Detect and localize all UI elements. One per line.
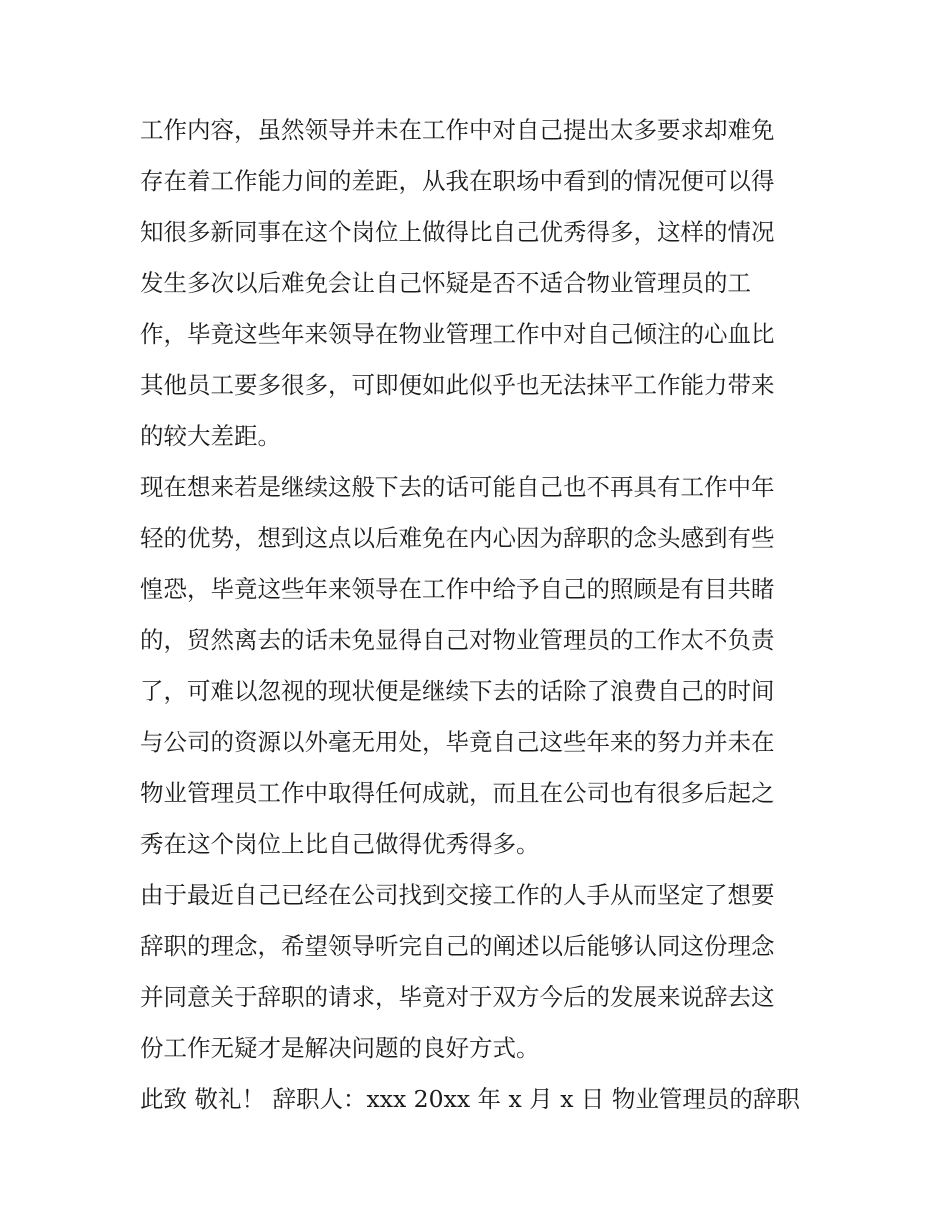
document-body bbox=[140, 105, 820, 1125]
text-line: 工作内容，虽然领导并未在工作中对自己提出太多要求却难免 bbox=[140, 116, 775, 144]
text-line: 了，可难以忽视的现状便是继续下去的话除了浪费自己的时间 bbox=[140, 677, 775, 705]
text-line: 存在着工作能力间的差距，从我在职场中看到的情况便可以得 bbox=[140, 167, 775, 195]
text-line: 秀在这个岗位上比自己做得优秀得多。 bbox=[140, 830, 540, 858]
text-line: 轻的优势，想到这点以后难免在内心因为辞职的念头感到有些 bbox=[140, 524, 775, 552]
text-line: 作，毕竟这些年来领导在物业管理工作中对自己倾注的心血比 bbox=[140, 320, 775, 348]
text-line: 现在想来若是继续这般下去的话可能自己也不再具有工作中年 bbox=[140, 473, 775, 501]
text-line: 的较大差距。 bbox=[140, 422, 281, 450]
text-line: 辞职的理念，希望领导听完自己的阐述以后能够认同这份理念 bbox=[140, 932, 775, 960]
text-line: 物业管理员工作中取得任何成就，而且在公司也有很多后起之 bbox=[140, 779, 775, 807]
text-line: 知很多新同事在这个岗位上做得比自己优秀得多，这样的情况 bbox=[140, 218, 775, 246]
text-line: 与公司的资源以外毫无用处，毕竟自己这些年来的努力并未在 bbox=[140, 728, 775, 756]
text-line: 惶恐，毕竟这些年来领导在工作中给予自己的照顾是有目共睹 bbox=[140, 575, 775, 603]
text-line: 其他员工要多很多，可即便如此似乎也无法抹平工作能力带来 bbox=[140, 371, 775, 399]
text-line: 由于最近自己已经在公司找到交接工作的人手从而坚定了想要 bbox=[140, 881, 775, 909]
text-line: 并同意关于辞职的请求，毕竟对于双方今后的发展来说辞去这 bbox=[140, 983, 775, 1011]
text-line: 份工作无疑才是解决问题的良好方式。 bbox=[140, 1034, 540, 1062]
text-line: 的，贸然离去的话未免显得自己对物业管理员的工作太不负责 bbox=[140, 626, 775, 654]
text-line: 发生多次以后难免会让自己怀疑是否不适合物业管理员的工 bbox=[140, 269, 751, 297]
signature-line: 此致 敬礼！ 辞职人：xxx 20xx 年 x 月 x 日 物业管理员的辞职 bbox=[140, 1085, 800, 1113]
